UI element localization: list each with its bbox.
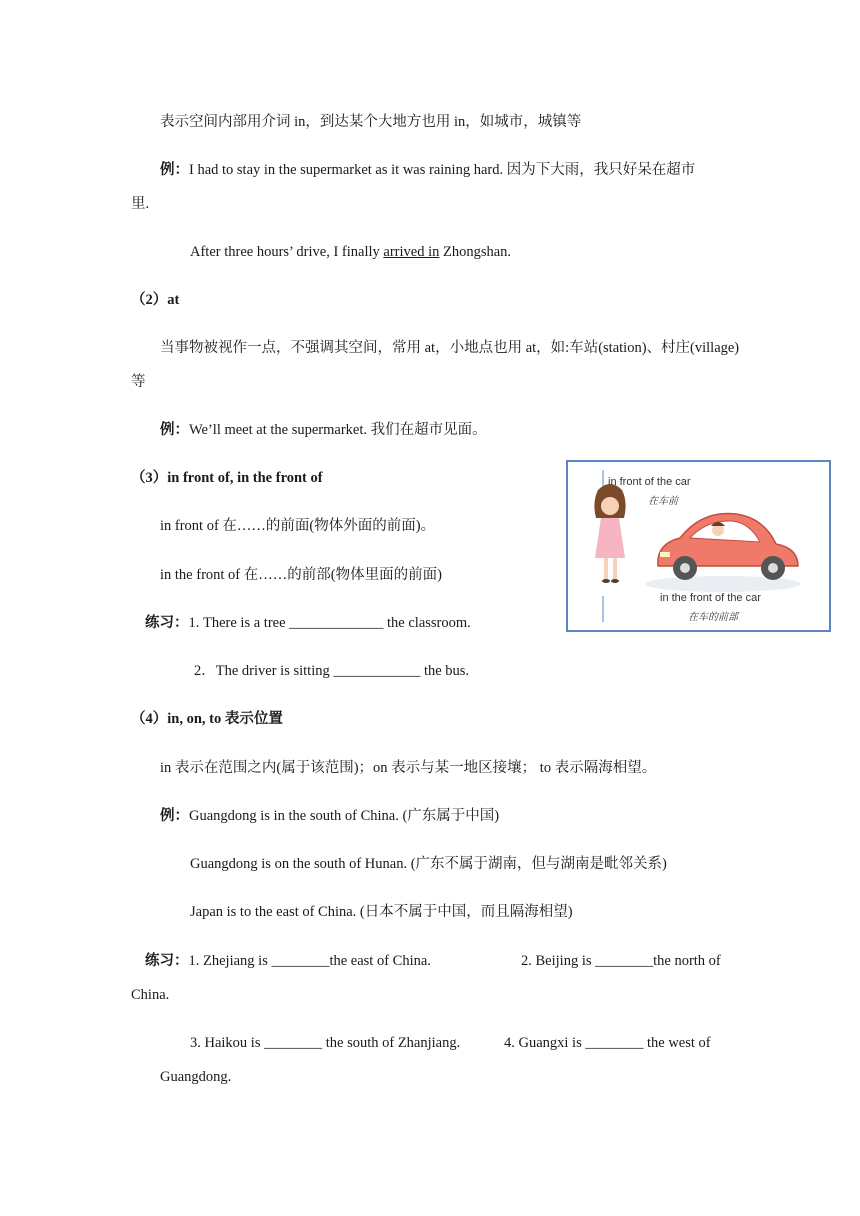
exercise-label: 练习：	[145, 953, 189, 969]
example-label: 例：	[160, 162, 189, 178]
example-line	[160, 161, 695, 179]
girl-figure	[594, 484, 625, 583]
exercise-text: 3. Haikou is ________ the south of Zhanjiang.	[190, 1035, 461, 1051]
exercise-text: 2. Beijing is ________the north of	[521, 953, 721, 969]
underlined-phrase: arrived in	[383, 244, 440, 260]
example-text: I had to stay in the supermarket as it was raining hard. 因为下大雨，我只好呆在超市	[189, 162, 696, 178]
illustration-box	[566, 460, 831, 632]
example-text: We’ll meet at the supermarket. 我们在超市见面。	[189, 422, 487, 438]
section-heading: （4）in, on, to 表示位置	[131, 711, 283, 727]
text-line: China.	[131, 987, 170, 1003]
text-line: 等	[131, 374, 146, 390]
example-text: Guangdong is in the south of China. (广东属于中国)	[189, 808, 500, 824]
example-text: Zhongshan.	[439, 244, 512, 260]
section-heading: （3）in front of, in the front of	[131, 470, 323, 486]
caption-bottom-cn: 在车的前部	[688, 612, 738, 623]
text-line: 当事物被视作一点，不强调其空间，常用 at，小地点也用 at，如:车站(station)、村庄(village)	[160, 340, 740, 356]
exercise-line	[145, 952, 431, 970]
example-line	[190, 243, 511, 261]
section-heading: （2）at	[131, 292, 180, 308]
exercise-text: 1. Zhejiang is ________the east of China.	[188, 953, 431, 969]
text-line: Guangdong.	[160, 1069, 232, 1085]
car-figure	[658, 514, 798, 581]
caption-bottom: in the front of the car	[660, 592, 761, 604]
text-line: in 表示在范围之内(属于该范围)；on 表示与某一地区接壤； to 表示隔海相望。	[160, 760, 657, 776]
exercise-line: 2．The driver is sitting ____________ the bus.	[194, 663, 470, 679]
text-line: 表示空间内部用介词 in，到达某个大地方也用 in，如城市，城镇等	[160, 114, 582, 130]
example-line: Japan is to the east of China. (日本不属于中国，而且隔海相望)	[190, 904, 573, 920]
example-line	[160, 807, 499, 825]
exercise-line	[145, 614, 471, 632]
example-line: Guangdong is on the south of Hunan. (广东不属于湖南，但与湖南是毗邻关系)	[190, 856, 667, 872]
exercise-label: 练习：	[145, 615, 189, 631]
text-line: in the front of 在……的前部(物体里面的前面)	[160, 567, 442, 583]
example-label: 例：	[160, 422, 189, 438]
caption-top: in front of the car	[608, 476, 691, 488]
example-label: 例：	[160, 808, 189, 824]
text-line: 里.	[131, 196, 150, 212]
example-line	[160, 421, 487, 439]
caption-top-cn: 在车前	[648, 496, 678, 507]
example-text: After three hours’ drive, I finally	[190, 244, 384, 260]
exercise-text: 1. There is a tree _____________ the classroom.	[188, 615, 471, 631]
text-line: in front of 在……的前面(物体外面的前面)。	[160, 518, 436, 534]
exercise-text: 4. Guangxi is ________ the west of	[504, 1035, 711, 1051]
